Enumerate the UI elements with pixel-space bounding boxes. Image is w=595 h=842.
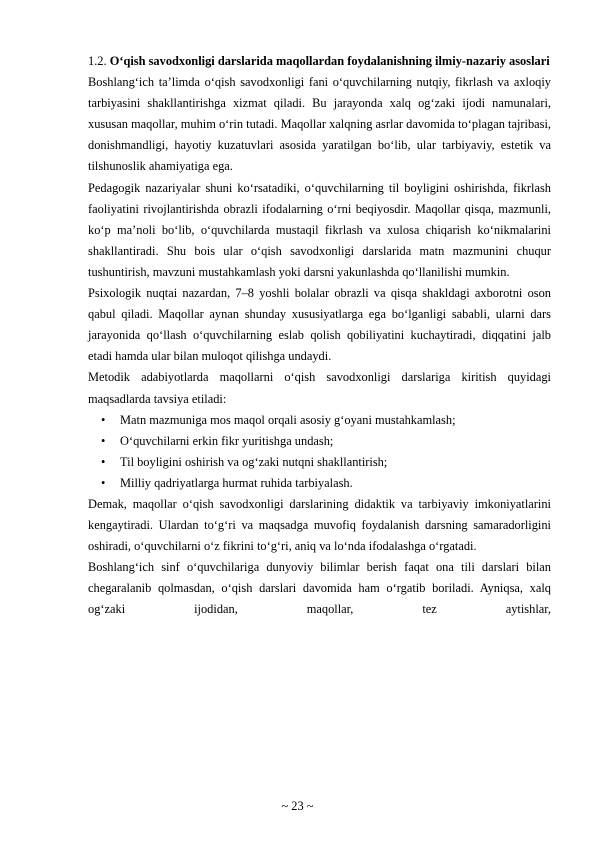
paragraph: Pedagogik nazariyalar shuni ko‘rsatadiki, o‘quvchilarning til boyligini oshirishda, fikrlash faoliyatini rivojlantirishda obrazli ifodalarning o‘rni beqiyosdir. Maqollar qisqa, mazmunli, ko‘p ma’noli bo‘lib, o‘quvchilarda mustaqil fikrlash va xulosa chiqarish ko‘nikmalarini shakllantiradi. Shu bois ular o‘qish savodxonligi darslarida matn mazmunini chuqur tushuntirish, mavzuni mustahkamlash yoki darsni yakunlashda qo‘llanilishi mumkin. bbox=[88, 180, 551, 279]
paragraph: Boshlang‘ich ta’limda o‘qish savodxonligi fani o‘quvchilarning nutqiy, fikrlash va axloqiy tarbiyasini shakllantirishga xizmat qiladi. Bu jarayonda xalq og‘zaki ijodi namunalari, xususan maqollar, muhim o‘rin tutadi. Maqollar xalqning asrlar davomida to‘plagan tajribasi, donishmandligi, hayotiy kuzatuvlari asosida yaratilgan bo‘lib, ular tarbiyaviy, estetik va tilshunoslik ahamiyatiga ega. bbox=[88, 75, 552, 174]
section-heading bbox=[88, 51, 551, 72]
bullet-icon: • bbox=[101, 412, 106, 427]
bullet-list bbox=[88, 410, 551, 494]
section-title: O‘qish savodxonligi darslarida maqollardan foydalanishning ilmiy-nazariy asoslari bbox=[109, 54, 550, 68]
list-item-text: Milliy qadriyatlarga hurmat ruhida tarbiyalash. bbox=[120, 475, 353, 490]
list-item bbox=[88, 452, 551, 473]
document-page bbox=[88, 51, 551, 621]
bullet-icon: • bbox=[101, 433, 106, 448]
paragraph: Demak, maqollar o‘qish savodxonligi darslarining didaktik va tarbiyaviy imkoniyatlarini kengaytiradi. Ulardan to‘g‘ri va maqsadga muvofiq foydalanish darsning samaradorligini oshiradi, o‘quvchilarni o‘z fikrini to‘g‘ri, aniq va lo‘nda ifodalashga o‘rgatadi. bbox=[88, 496, 551, 554]
list-item-text: O‘quvchilarni erkin fikr yuritishga undash; bbox=[120, 433, 334, 448]
paragraph: Metodik adabiyotlarda maqollarni o‘qish savodxonligi darslariga kiritish quyidagi maqsadlarda tavsiya etiladi: bbox=[88, 370, 551, 406]
list-item-text: Til boyligini oshirish va og‘zaki nutqni shakllantirish; bbox=[120, 454, 388, 469]
page-number: ~ 23 ~ bbox=[281, 799, 314, 813]
section-number: 1.2. bbox=[88, 54, 107, 68]
list-item bbox=[88, 431, 551, 452]
list-item bbox=[88, 473, 551, 494]
paragraph: Psixologik nuqtai nazardan, 7–8 yoshli bolalar obrazli va qisqa shakldagi axborotni oson qabul qiladi. Maqollar aynan shunday xususiyatlarga ega bo‘lganligi sababli, ularni dars jarayonida qo‘llash o‘quvchilarning eslab qolish qobiliyatini kuchaytiradi, diqqatini jalb etadi hamda ular bilan muloqot qilishga undaydi. bbox=[88, 286, 551, 364]
list-item-text: Matn mazmuniga mos maqol orqali asosiy g‘oyani mustahkamlash; bbox=[120, 412, 456, 427]
bullet-icon: • bbox=[101, 454, 106, 469]
list-item bbox=[88, 410, 551, 431]
paragraph: Boshlang‘ich sinf o‘quvchilariga dunyoviy bilimlar berish faqat ona tili darslari bilan chegaralanib qolmasdan, o‘qish darslari davomida ham o‘rgatib boriladi. Ayniqsa, xalq og‘zaki ijodidan, maqollar, tez aytishlar, bbox=[88, 560, 551, 617]
bullet-icon: • bbox=[101, 475, 106, 490]
